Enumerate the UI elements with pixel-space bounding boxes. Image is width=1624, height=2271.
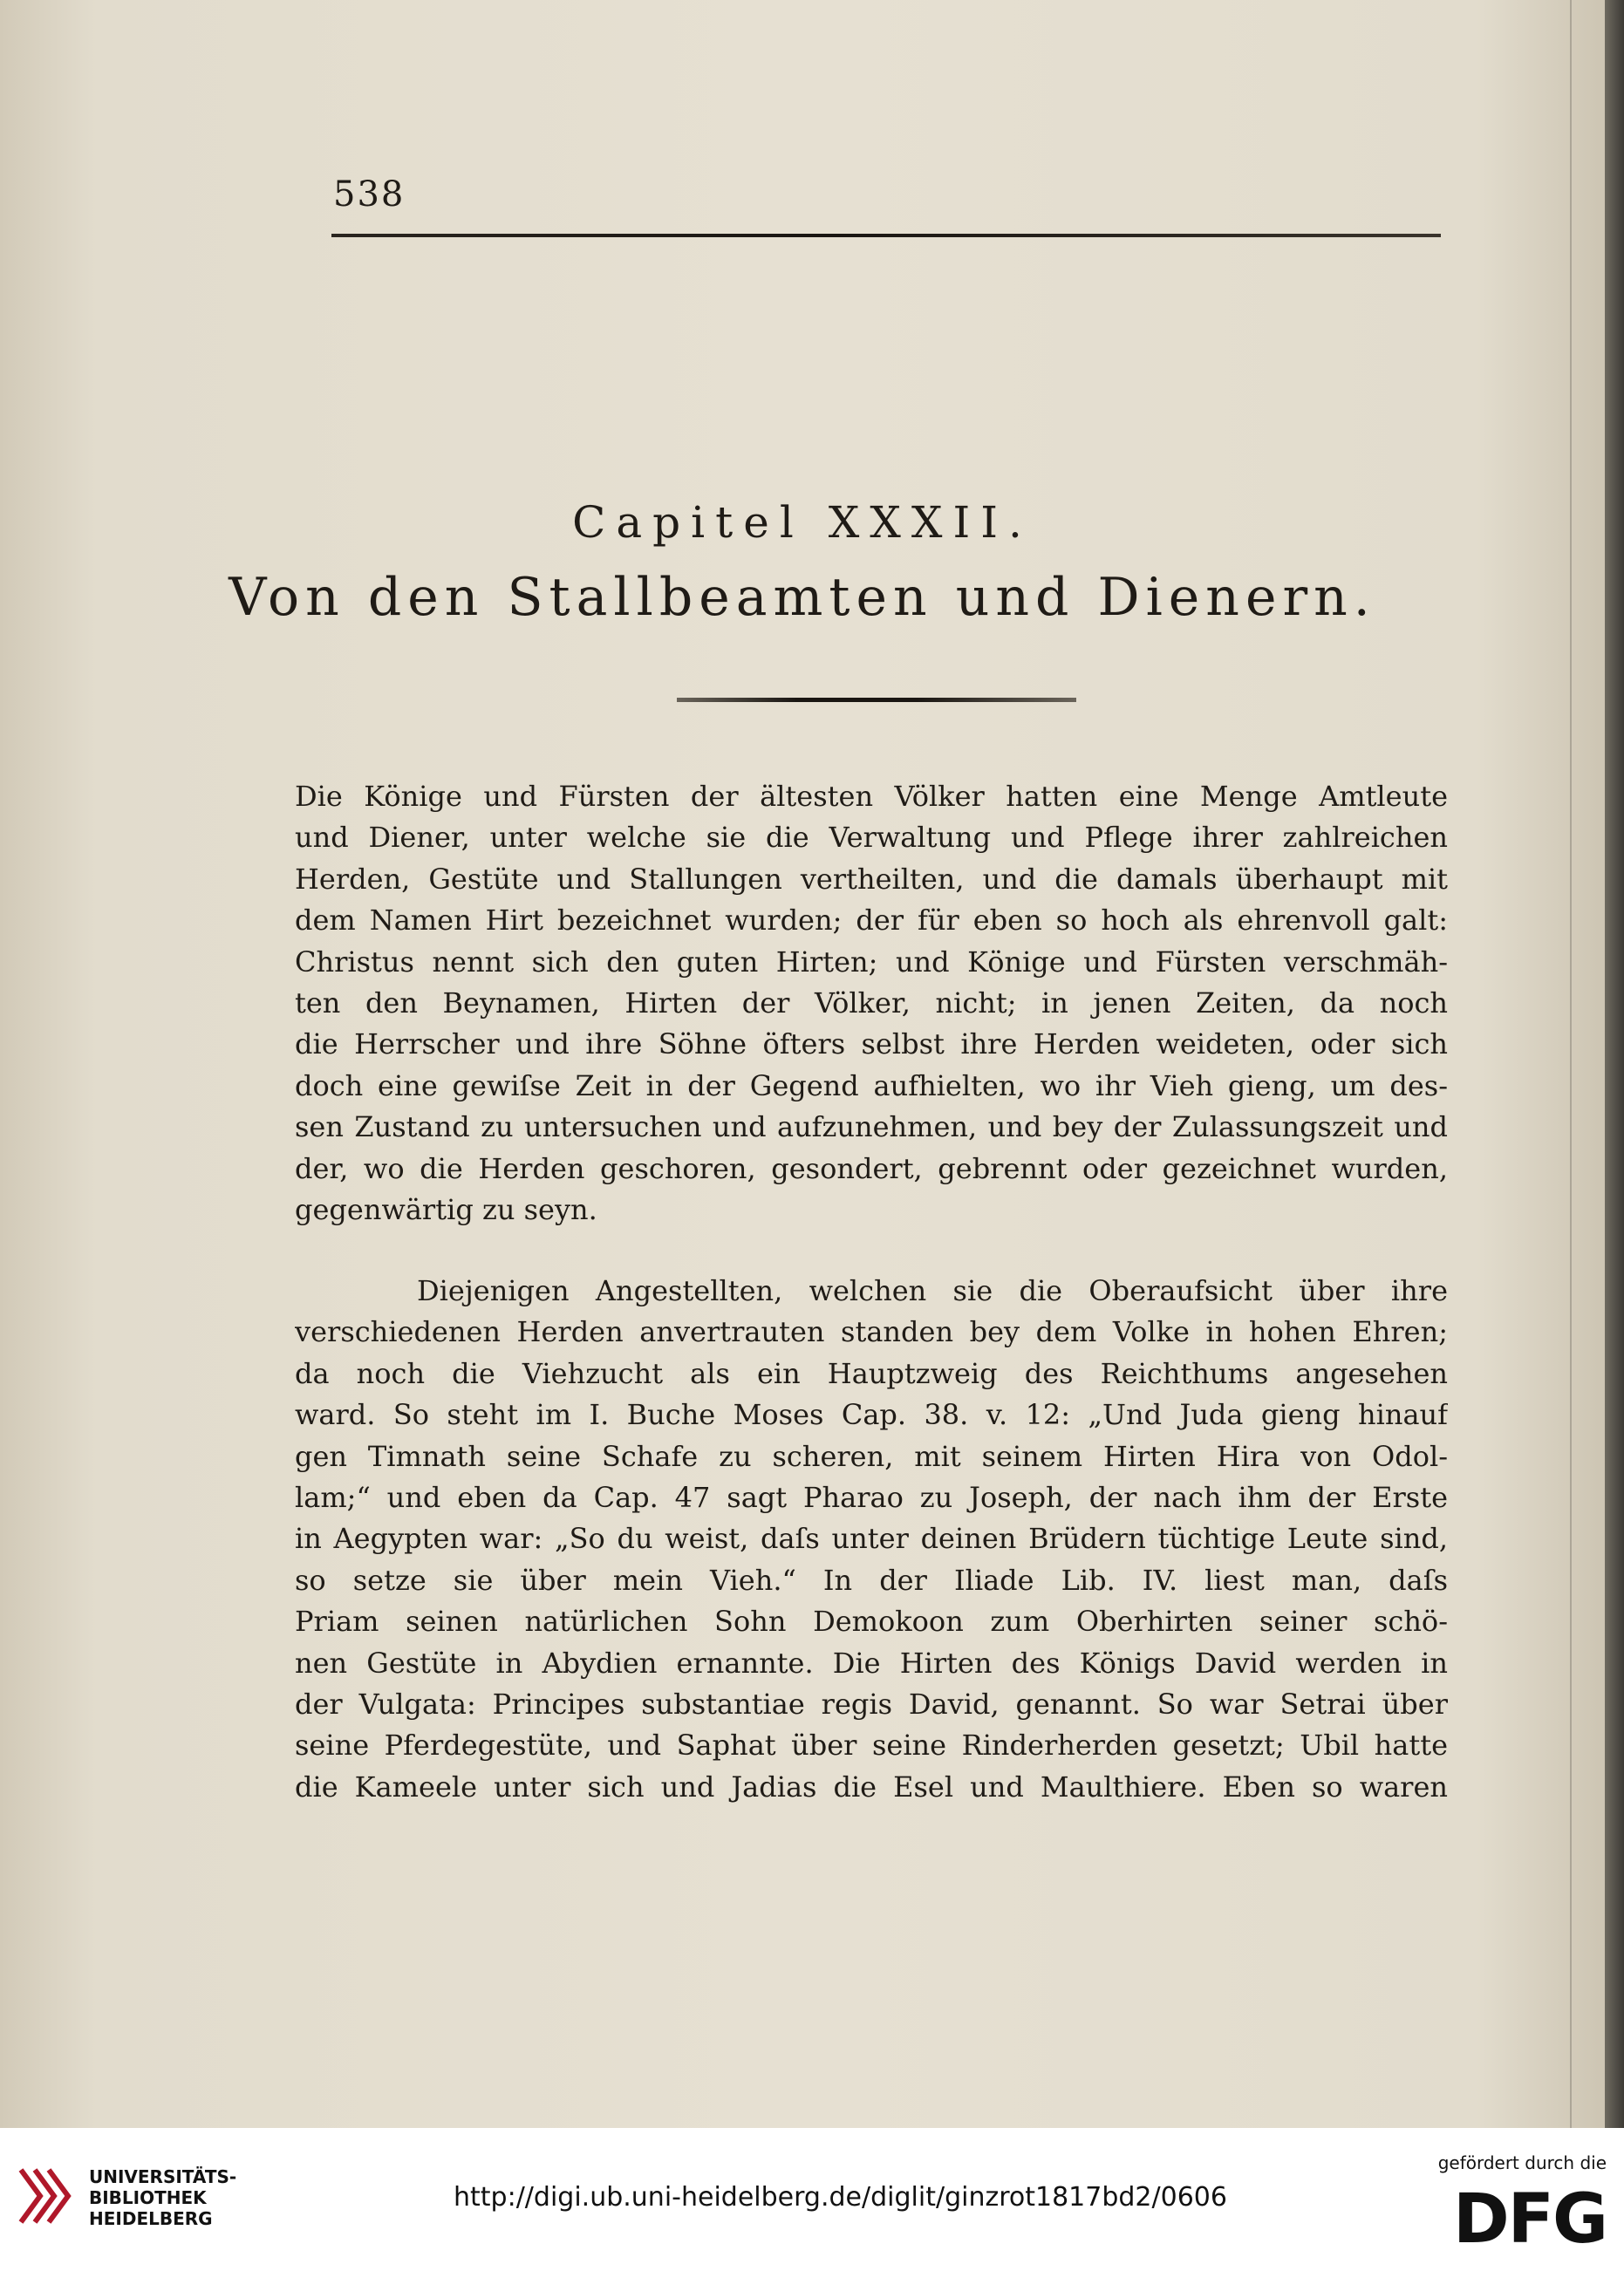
chapter-title: Von den Stallbeamten und Dienern. (229, 567, 1376, 628)
page-fold-shadow (1570, 0, 1572, 2128)
text-line: Priam seinen natürlichen Sohn Demokoon zum Oberhirten seiner schö- (295, 1605, 1448, 1639)
text-line: der, wo die Herden geschoren, gesondert, gebrennt oder gezeichnet wurden, (295, 1151, 1448, 1185)
book-edge (1605, 0, 1624, 2128)
permalink-url[interactable]: http://digi.ub.uni-heidelberg.de/diglit/ginzrot1817bd2/0606 (454, 2182, 1227, 2213)
library-name[interactable] (89, 2166, 236, 2229)
chapter-rule (677, 698, 1076, 702)
library-name-line: UNIVERSITÄTS- (89, 2166, 237, 2187)
university-library-logo-icon (16, 2161, 73, 2229)
header-rule (331, 234, 1441, 237)
text-line: lam;“ und eben da Cap. 47 sagt Pharao zu Joseph, der nach ihm der Erste (295, 1480, 1448, 1514)
paragraph-1 (295, 776, 1448, 1231)
text-line: Die Könige und Fürsten der ältesten Völker hatten eine Menge Amtleute (295, 780, 1448, 813)
text-line: in Aegypten war: „So du weist, daſs unter deinen Brüdern tüchtige Leute sind, (295, 1522, 1448, 1556)
dfg-logo[interactable]: DFG (1452, 2180, 1607, 2259)
text-line: so setze sie über mein Vieh.“ In der Iliade Lib. IV. liest man, daſs (295, 1563, 1448, 1597)
text-line: ward. So steht im I. Buche Moses Cap. 38. v. 12: „Und Juda gieng hinauf (295, 1398, 1448, 1432)
text-line: da noch die Viehzucht als ein Hauptzweig des Reichthums angesehen (295, 1356, 1448, 1390)
text-line: Diejenigen Angestellten, welchen sie die Oberaufsicht über ihre (417, 1274, 1448, 1307)
page-number: 538 (333, 174, 406, 215)
text-line: und Diener, unter welche sie die Verwaltung und Pflege ihrer zahlreichen (295, 821, 1448, 855)
text-line: gegenwärtig zu seyn. (295, 1192, 597, 1226)
viewer-footer (0, 2128, 1624, 2271)
text-line: die Herrscher und ihre Söhne öfters selbst ihre Herden weideten, oder sich (295, 1027, 1448, 1061)
text-line: dem Namen Hirt bezeichnet wurden; der für eben so hoch als ehrenvoll galt: (295, 904, 1448, 938)
text-line: verschiedenen Herden anvertrauten standen bey dem Volke in hohen Ehren; (295, 1315, 1448, 1349)
text-line: seine Pferdegestüte, und Saphat über seine Rinderherden gesetzt; Ubil hatte (295, 1729, 1448, 1763)
text-line: Christus nennt sich den guten Hirten; und Könige und Fürsten verschmäh- (295, 945, 1448, 979)
paragraph-2 (295, 1271, 1448, 1808)
text-line: die Kameele unter sich und Jadias die Esel und Maulthiere. Eben so waren (295, 1770, 1448, 1804)
text-line: der Vulgata: Principes substantiae regis David, genannt. So war Setrai über (295, 1687, 1448, 1721)
text-line: Herden, Gestüte und Stallungen vertheilten, und die damals überhaupt mit (295, 862, 1448, 896)
library-name-line: BIBLIOTHEK (89, 2187, 207, 2208)
library-name-line: HEIDELBERG (89, 2208, 213, 2229)
chapter-number: Capitel XXXII. (572, 497, 1033, 548)
text-line: gen Timnath seine Schafe zu scheren, mit seinem Hirten Hira von Odol- (295, 1439, 1448, 1473)
text-line: nen Gestüte in Abydien ernannte. Die Hirten des Königs David werden in (295, 1646, 1448, 1680)
funding-label: gefördert durch die (1437, 2152, 1607, 2173)
text-line: ten den Beynamen, Hirten der Völker, nicht; in jenen Zeiten, da noch (295, 985, 1448, 1020)
text-line: doch eine gewiſse Zeit in der Gegend aufhielten, wo ihr Vieh gieng, um des- (295, 1068, 1448, 1102)
text-line: sen Zustand zu untersuchen und aufzunehmen, und bey der Zulassungszeit und (295, 1110, 1448, 1144)
